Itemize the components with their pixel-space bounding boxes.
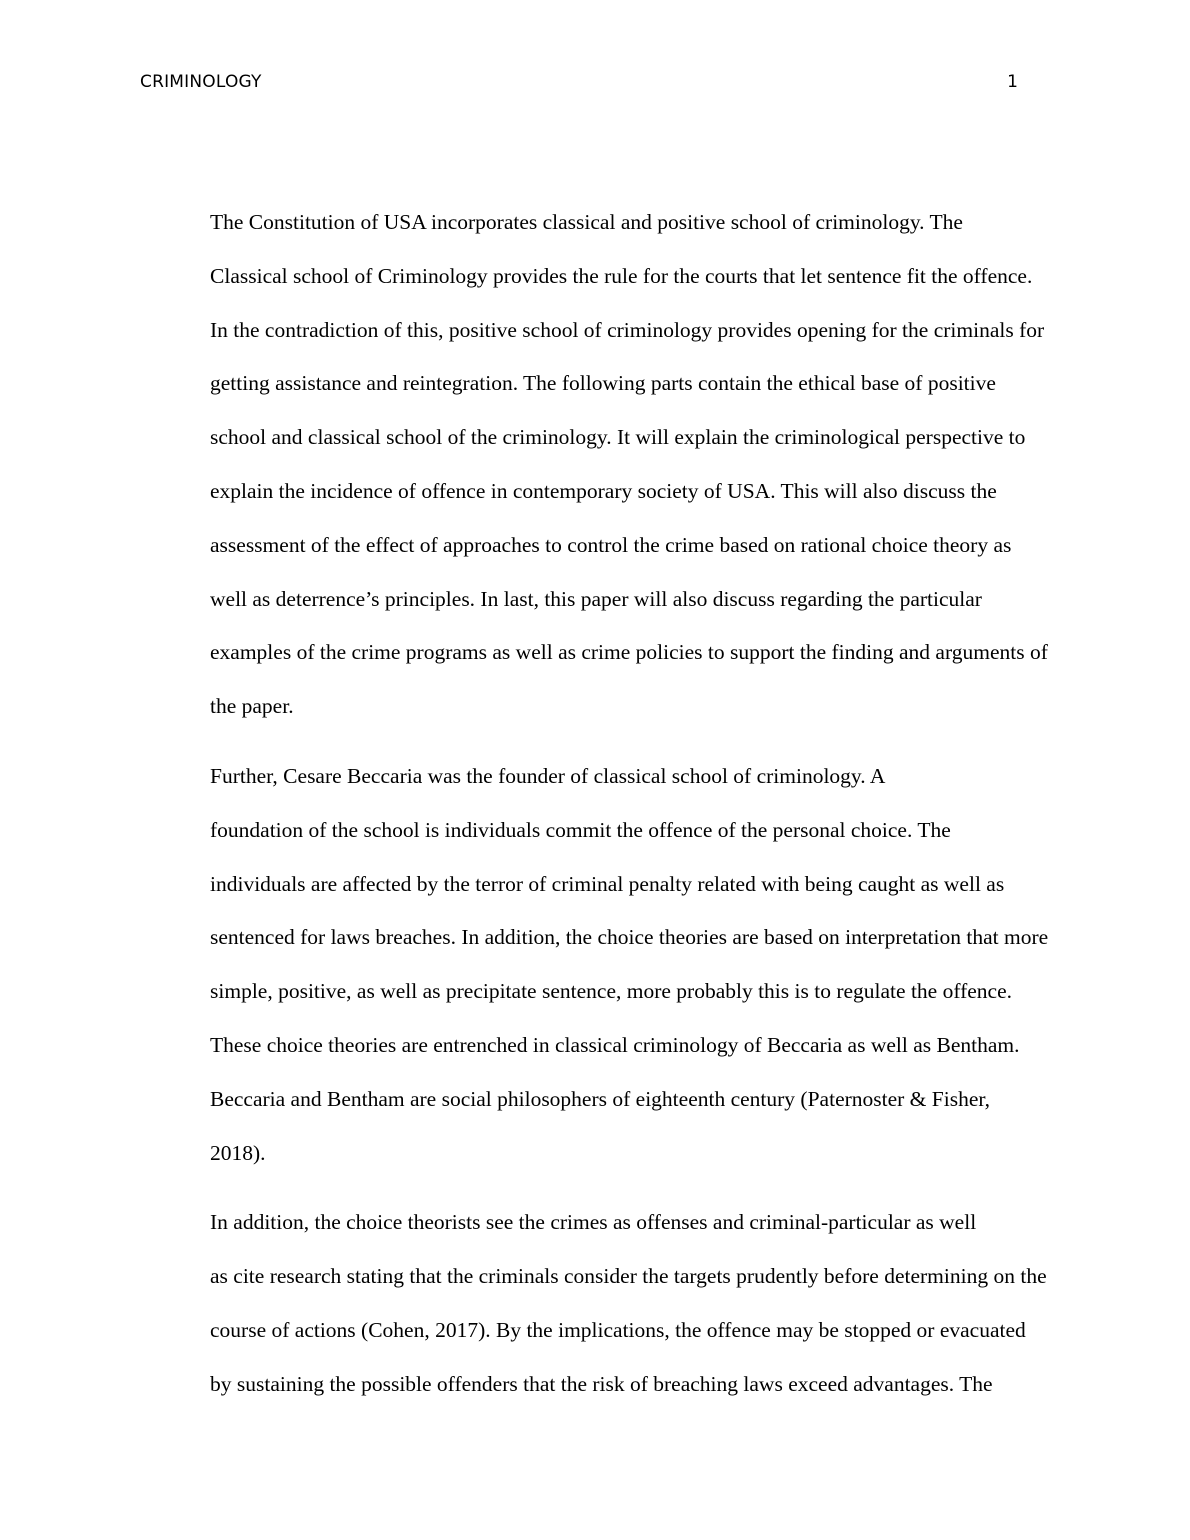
text-line: getting assistance and reintegration. The following parts contain the ethical base of positive [210,371,996,396]
text-line: the paper. [210,694,294,719]
text-line: Classical school of Criminology provides the rule for the courts that let sentence fit the offence. [210,263,1033,288]
running-head: CRIMINOLOGY [140,72,262,92]
text-line: school and classical school of the criminology. It will explain the criminological perspective to [210,425,1026,450]
text-line: as cite research stating that the criminals consider the targets prudently before determining on the [210,1264,1047,1289]
text-line: These choice theories are entrenched in classical criminology of Beccaria as well as Bentham. [210,1032,1020,1057]
text-line: In the contradiction of this, positive school of criminology provides opening for the criminals for [210,317,1045,342]
text-line: well as deterrence’s principles. In last, this paper will also discuss regarding the particular [210,586,982,611]
text-line: 2018). [210,1140,266,1165]
text-line: In addition, the choice theorists see the crimes as offenses and criminal-particular as well [210,1210,977,1235]
text-line: assessment of the effect of approaches to control the crime based on rational choice theory as [210,532,1012,557]
paragraph-beccaria [140,750,1056,1180]
text-line: individuals are affected by the terror of criminal penalty related with being caught as well as [210,871,1005,896]
text-line: sentenced for laws breaches. In addition, the choice theories are based on interpretation that more [210,925,1049,950]
text-line: The Constitution of USA incorporates classical and positive school of criminology. The [210,210,963,234]
paragraph-choice-theorists [140,1196,1056,1411]
text-line: course of actions (Cohen, 2017). By the implications, the offence may be stopped or evacuated [210,1317,1026,1342]
paragraph-introduction [140,196,1056,734]
text-line: examples of the crime programs as well as crime policies to support the finding and arguments of [210,640,1048,665]
text-line: foundation of the school is individuals commit the offence of the personal choice. The [210,817,951,842]
page-number: 1 [1007,72,1018,92]
text-line: Beccaria and Bentham are social philosophers of eighteenth century (Paternoster & Fisher, [210,1086,991,1111]
text-line: by sustaining the possible offenders that the risk of breaching laws exceed advantages. The [210,1371,993,1396]
text-line: Further, Cesare Beccaria was the founder of classical school of criminology. A [210,763,886,788]
body-text [140,196,1056,1428]
text-line: simple, positive, as well as precipitate sentence, more probably this is to regulate the offence. [210,979,1013,1004]
text-line: explain the incidence of offence in contemporary society of USA. This will also discuss the [210,478,997,503]
